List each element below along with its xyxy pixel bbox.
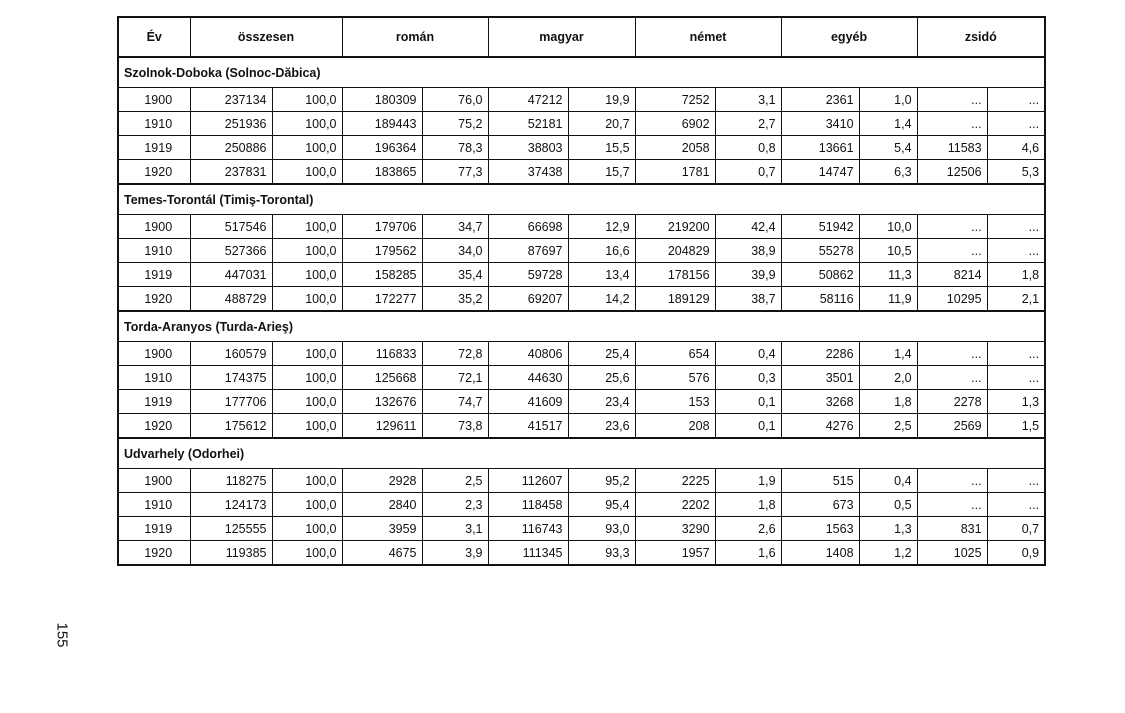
- table-row: [118, 517, 1045, 541]
- percent-cell: 1,9: [715, 469, 781, 493]
- percent-cell: ...: [987, 469, 1045, 493]
- count-cell: 189129: [635, 287, 715, 312]
- count-cell: 208: [635, 414, 715, 439]
- percent-cell: 13,4: [568, 263, 635, 287]
- percent-cell: ...: [987, 239, 1045, 263]
- percent-cell: 3,9: [422, 541, 488, 566]
- count-cell: 177706: [190, 390, 272, 414]
- percent-cell: 100,0: [272, 215, 342, 239]
- percent-cell: 0,8: [715, 136, 781, 160]
- percent-cell: 1,4: [859, 342, 917, 366]
- count-cell: ...: [917, 493, 987, 517]
- year-cell: 1919: [118, 517, 190, 541]
- count-cell: 183865: [342, 160, 422, 185]
- percent-cell: 100,0: [272, 287, 342, 312]
- count-cell: 517546: [190, 215, 272, 239]
- count-cell: 2286: [781, 342, 859, 366]
- section-title: Szolnok-Doboka (Solnoc-Dăbica): [118, 57, 1045, 88]
- table-row: [118, 287, 1045, 312]
- percent-cell: 72,8: [422, 342, 488, 366]
- count-cell: 41517: [488, 414, 568, 439]
- percent-cell: 12,9: [568, 215, 635, 239]
- count-cell: 129611: [342, 414, 422, 439]
- count-cell: 179562: [342, 239, 422, 263]
- count-cell: 2225: [635, 469, 715, 493]
- count-cell: 237134: [190, 88, 272, 112]
- count-cell: 527366: [190, 239, 272, 263]
- count-cell: 4675: [342, 541, 422, 566]
- percent-cell: 1,8: [715, 493, 781, 517]
- header-jewish: zsidó: [917, 17, 1045, 57]
- percent-cell: 11,9: [859, 287, 917, 312]
- percent-cell: 100,0: [272, 342, 342, 366]
- percent-cell: ...: [987, 112, 1045, 136]
- percent-cell: 5,4: [859, 136, 917, 160]
- percent-cell: 23,4: [568, 390, 635, 414]
- percent-cell: 3,1: [422, 517, 488, 541]
- count-cell: 2569: [917, 414, 987, 439]
- table-row: [118, 493, 1045, 517]
- percent-cell: 38,9: [715, 239, 781, 263]
- header-hungarian: magyar: [488, 17, 635, 57]
- year-cell: 1920: [118, 160, 190, 185]
- count-cell: ...: [917, 239, 987, 263]
- percent-cell: 76,0: [422, 88, 488, 112]
- page-number: 155: [53, 622, 71, 648]
- count-cell: 50862: [781, 263, 859, 287]
- count-cell: 4276: [781, 414, 859, 439]
- percent-cell: 74,7: [422, 390, 488, 414]
- header-total: összesen: [190, 17, 342, 57]
- percent-cell: 5,3: [987, 160, 1045, 185]
- percent-cell: 39,9: [715, 263, 781, 287]
- table-row: [118, 88, 1045, 112]
- count-cell: 111345: [488, 541, 568, 566]
- count-cell: 8214: [917, 263, 987, 287]
- year-cell: 1920: [118, 414, 190, 439]
- count-cell: 2278: [917, 390, 987, 414]
- percent-cell: 35,2: [422, 287, 488, 312]
- count-cell: 179706: [342, 215, 422, 239]
- table-row: [118, 541, 1045, 566]
- count-cell: 576: [635, 366, 715, 390]
- count-cell: 38803: [488, 136, 568, 160]
- count-cell: 118458: [488, 493, 568, 517]
- header-romanian: román: [342, 17, 488, 57]
- percent-cell: 15,5: [568, 136, 635, 160]
- percent-cell: 75,2: [422, 112, 488, 136]
- year-cell: 1920: [118, 541, 190, 566]
- percent-cell: ...: [987, 493, 1045, 517]
- count-cell: 116833: [342, 342, 422, 366]
- percent-cell: 100,0: [272, 88, 342, 112]
- section-row: [118, 184, 1045, 215]
- count-cell: 160579: [190, 342, 272, 366]
- percent-cell: 10,0: [859, 215, 917, 239]
- percent-cell: 93,0: [568, 517, 635, 541]
- count-cell: 119385: [190, 541, 272, 566]
- count-cell: 153: [635, 390, 715, 414]
- percent-cell: 2,7: [715, 112, 781, 136]
- percent-cell: 1,3: [987, 390, 1045, 414]
- percent-cell: 25,6: [568, 366, 635, 390]
- section-title: Udvarhely (Odorhei): [118, 438, 1045, 469]
- count-cell: 175612: [190, 414, 272, 439]
- table-body: [118, 57, 1045, 565]
- header-other: egyéb: [781, 17, 917, 57]
- percent-cell: 95,4: [568, 493, 635, 517]
- table-row: [118, 342, 1045, 366]
- count-cell: 51942: [781, 215, 859, 239]
- year-cell: 1910: [118, 239, 190, 263]
- count-cell: 1025: [917, 541, 987, 566]
- year-cell: 1910: [118, 493, 190, 517]
- count-cell: 237831: [190, 160, 272, 185]
- percent-cell: 0,4: [859, 469, 917, 493]
- percent-cell: 0,7: [715, 160, 781, 185]
- year-cell: 1919: [118, 136, 190, 160]
- percent-cell: 0,4: [715, 342, 781, 366]
- count-cell: 3290: [635, 517, 715, 541]
- count-cell: 654: [635, 342, 715, 366]
- count-cell: 196364: [342, 136, 422, 160]
- percent-cell: 2,5: [859, 414, 917, 439]
- count-cell: 125555: [190, 517, 272, 541]
- section-row: [118, 438, 1045, 469]
- count-cell: 3501: [781, 366, 859, 390]
- count-cell: ...: [917, 88, 987, 112]
- count-cell: 219200: [635, 215, 715, 239]
- table-row: [118, 112, 1045, 136]
- section-row: [118, 57, 1045, 88]
- header-year: Év: [118, 17, 190, 57]
- table-row: [118, 469, 1045, 493]
- percent-cell: 100,0: [272, 263, 342, 287]
- year-cell: 1920: [118, 287, 190, 312]
- section-title: Torda-Aranyos (Turda-Arieş): [118, 311, 1045, 342]
- count-cell: 1957: [635, 541, 715, 566]
- table-row: [118, 160, 1045, 185]
- count-cell: ...: [917, 469, 987, 493]
- percent-cell: 100,0: [272, 136, 342, 160]
- percent-cell: 2,5: [422, 469, 488, 493]
- percent-cell: 1,0: [859, 88, 917, 112]
- table-row: [118, 239, 1045, 263]
- percent-cell: 1,2: [859, 541, 917, 566]
- count-cell: 831: [917, 517, 987, 541]
- percent-cell: 3,1: [715, 88, 781, 112]
- count-cell: 124173: [190, 493, 272, 517]
- census-table: [117, 16, 1046, 566]
- percent-cell: 100,0: [272, 541, 342, 566]
- percent-cell: 100,0: [272, 366, 342, 390]
- count-cell: 189443: [342, 112, 422, 136]
- count-cell: 251936: [190, 112, 272, 136]
- percent-cell: 4,6: [987, 136, 1045, 160]
- count-cell: 3959: [342, 517, 422, 541]
- percent-cell: 14,2: [568, 287, 635, 312]
- percent-cell: 35,4: [422, 263, 488, 287]
- count-cell: ...: [917, 112, 987, 136]
- count-cell: 112607: [488, 469, 568, 493]
- percent-cell: 0,1: [715, 390, 781, 414]
- percent-cell: 25,4: [568, 342, 635, 366]
- count-cell: 41609: [488, 390, 568, 414]
- year-cell: 1900: [118, 469, 190, 493]
- percent-cell: ...: [987, 366, 1045, 390]
- percent-cell: 100,0: [272, 112, 342, 136]
- count-cell: 1781: [635, 160, 715, 185]
- count-cell: 6902: [635, 112, 715, 136]
- percent-cell: 0,1: [715, 414, 781, 439]
- percent-cell: 95,2: [568, 469, 635, 493]
- year-cell: 1900: [118, 342, 190, 366]
- percent-cell: 19,9: [568, 88, 635, 112]
- percent-cell: 1,8: [987, 263, 1045, 287]
- percent-cell: 100,0: [272, 517, 342, 541]
- table-row: [118, 366, 1045, 390]
- year-cell: 1919: [118, 263, 190, 287]
- percent-cell: 6,3: [859, 160, 917, 185]
- percent-cell: 73,8: [422, 414, 488, 439]
- count-cell: 125668: [342, 366, 422, 390]
- percent-cell: 2,1: [987, 287, 1045, 312]
- percent-cell: 100,0: [272, 414, 342, 439]
- count-cell: 2202: [635, 493, 715, 517]
- percent-cell: 1,5: [987, 414, 1045, 439]
- percent-cell: 0,7: [987, 517, 1045, 541]
- table-row: [118, 136, 1045, 160]
- percent-cell: 100,0: [272, 390, 342, 414]
- count-cell: ...: [917, 215, 987, 239]
- year-cell: 1910: [118, 112, 190, 136]
- table-row: [118, 215, 1045, 239]
- count-cell: 180309: [342, 88, 422, 112]
- count-cell: 2840: [342, 493, 422, 517]
- percent-cell: 38,7: [715, 287, 781, 312]
- percent-cell: 77,3: [422, 160, 488, 185]
- count-cell: 2058: [635, 136, 715, 160]
- section-row: [118, 311, 1045, 342]
- count-cell: ...: [917, 342, 987, 366]
- percent-cell: 2,6: [715, 517, 781, 541]
- count-cell: 172277: [342, 287, 422, 312]
- percent-cell: ...: [987, 342, 1045, 366]
- count-cell: 1408: [781, 541, 859, 566]
- count-cell: 673: [781, 493, 859, 517]
- count-cell: 3268: [781, 390, 859, 414]
- percent-cell: 72,1: [422, 366, 488, 390]
- table-row: [118, 390, 1045, 414]
- table-row: [118, 263, 1045, 287]
- percent-cell: 11,3: [859, 263, 917, 287]
- count-cell: 69207: [488, 287, 568, 312]
- count-cell: 7252: [635, 88, 715, 112]
- count-cell: 37438: [488, 160, 568, 185]
- count-cell: 11583: [917, 136, 987, 160]
- table-row: [118, 414, 1045, 439]
- percent-cell: 34,0: [422, 239, 488, 263]
- year-cell: 1900: [118, 215, 190, 239]
- percent-cell: 100,0: [272, 160, 342, 185]
- percent-cell: 2,3: [422, 493, 488, 517]
- count-cell: 118275: [190, 469, 272, 493]
- count-cell: 47212: [488, 88, 568, 112]
- count-cell: ...: [917, 366, 987, 390]
- header-row: [118, 17, 1045, 57]
- count-cell: 488729: [190, 287, 272, 312]
- percent-cell: 15,7: [568, 160, 635, 185]
- count-cell: 14747: [781, 160, 859, 185]
- percent-cell: 1,4: [859, 112, 917, 136]
- percent-cell: 10,5: [859, 239, 917, 263]
- count-cell: 59728: [488, 263, 568, 287]
- percent-cell: 2,0: [859, 366, 917, 390]
- percent-cell: 20,7: [568, 112, 635, 136]
- count-cell: 174375: [190, 366, 272, 390]
- year-cell: 1919: [118, 390, 190, 414]
- percent-cell: 0,5: [859, 493, 917, 517]
- percent-cell: 100,0: [272, 469, 342, 493]
- count-cell: 58116: [781, 287, 859, 312]
- percent-cell: 1,8: [859, 390, 917, 414]
- count-cell: 10295: [917, 287, 987, 312]
- count-cell: 116743: [488, 517, 568, 541]
- percent-cell: 0,9: [987, 541, 1045, 566]
- section-title: Temes-Torontál (Timiş-Torontal): [118, 184, 1045, 215]
- percent-cell: 16,6: [568, 239, 635, 263]
- count-cell: 52181: [488, 112, 568, 136]
- percent-cell: ...: [987, 215, 1045, 239]
- count-cell: 1563: [781, 517, 859, 541]
- year-cell: 1900: [118, 88, 190, 112]
- percent-cell: 1,3: [859, 517, 917, 541]
- percent-cell: 0,3: [715, 366, 781, 390]
- count-cell: 55278: [781, 239, 859, 263]
- percent-cell: 93,3: [568, 541, 635, 566]
- percent-cell: 23,6: [568, 414, 635, 439]
- percent-cell: 100,0: [272, 493, 342, 517]
- count-cell: 66698: [488, 215, 568, 239]
- percent-cell: 34,7: [422, 215, 488, 239]
- percent-cell: 78,3: [422, 136, 488, 160]
- count-cell: 87697: [488, 239, 568, 263]
- count-cell: 2361: [781, 88, 859, 112]
- percent-cell: 1,6: [715, 541, 781, 566]
- count-cell: 44630: [488, 366, 568, 390]
- count-cell: 2928: [342, 469, 422, 493]
- count-cell: 515: [781, 469, 859, 493]
- count-cell: 13661: [781, 136, 859, 160]
- percent-cell: 42,4: [715, 215, 781, 239]
- count-cell: 204829: [635, 239, 715, 263]
- count-cell: 447031: [190, 263, 272, 287]
- count-cell: 132676: [342, 390, 422, 414]
- count-cell: 40806: [488, 342, 568, 366]
- count-cell: 178156: [635, 263, 715, 287]
- percent-cell: ...: [987, 88, 1045, 112]
- count-cell: 250886: [190, 136, 272, 160]
- count-cell: 158285: [342, 263, 422, 287]
- count-cell: 3410: [781, 112, 859, 136]
- header-german: német: [635, 17, 781, 57]
- year-cell: 1910: [118, 366, 190, 390]
- count-cell: 12506: [917, 160, 987, 185]
- percent-cell: 100,0: [272, 239, 342, 263]
